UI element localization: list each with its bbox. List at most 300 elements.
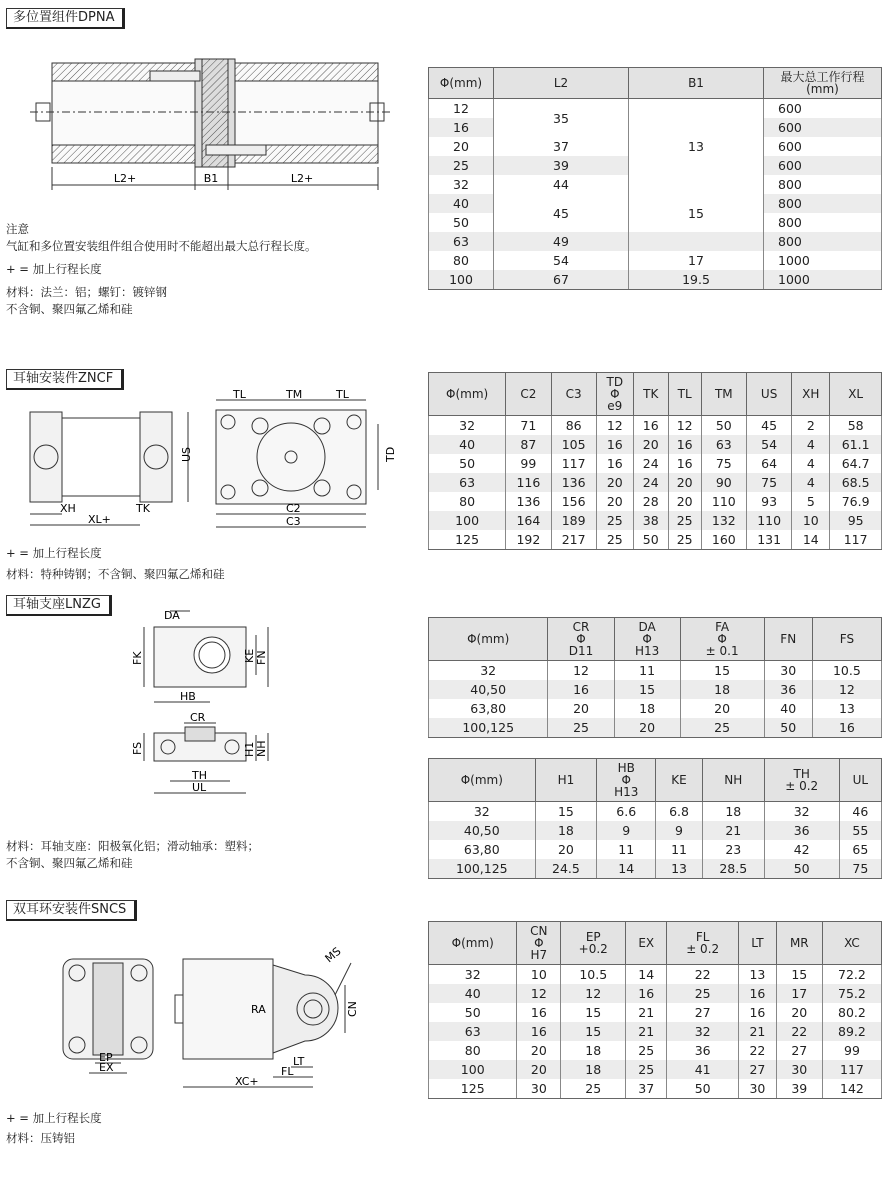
cell: 49 — [494, 232, 629, 251]
table-cell: 16 — [739, 984, 777, 1003]
table-cell: 117 — [822, 1060, 881, 1079]
zncf-drawing — [18, 390, 398, 540]
table-cell: 17 — [776, 984, 822, 1003]
table-cell: 30 — [517, 1079, 561, 1099]
cell — [629, 232, 764, 251]
table-cell: 22 — [739, 1041, 777, 1060]
table-cell: 217 — [551, 530, 596, 550]
table-cell: 12 — [561, 984, 626, 1003]
table-row — [429, 984, 882, 1003]
table-cell: 16 — [626, 984, 667, 1003]
table-cell: 95 — [830, 511, 882, 530]
cell: 17 — [629, 251, 764, 270]
cell: 32 — [429, 175, 494, 194]
dim-ul: UL — [192, 781, 207, 794]
table-cell: 75 — [701, 454, 746, 473]
table-row — [429, 859, 882, 879]
table-cell: 15 — [561, 1022, 626, 1041]
dim-c2: C2 — [286, 502, 301, 515]
table-cell: 27 — [739, 1060, 777, 1079]
cell: 800 — [764, 213, 882, 232]
table-cell: 15 — [776, 965, 822, 985]
cell: 40 — [429, 194, 494, 213]
table-row — [429, 680, 882, 699]
table-cell: 50 — [701, 416, 746, 436]
zncf-notes — [6, 545, 225, 583]
table-header: KE — [656, 759, 703, 802]
dim-cn: CN — [346, 1001, 359, 1017]
table-cell: 10 — [792, 511, 830, 530]
table-cell: 99 — [822, 1041, 881, 1060]
table-cell: 4 — [792, 473, 830, 492]
cell: 67 — [494, 270, 629, 290]
table-cell: 30 — [739, 1079, 777, 1099]
table-cell: 25 — [668, 530, 701, 550]
table-header: EP +0.2 — [561, 922, 626, 965]
cell: 12 — [429, 99, 494, 119]
table-row — [429, 454, 882, 473]
table-cell: 12 — [812, 680, 881, 699]
table-header: FS — [812, 618, 881, 661]
table-row — [429, 473, 882, 492]
table-cell: 24 — [633, 473, 668, 492]
table-cell: 14 — [626, 965, 667, 985]
lnzg-drawing — [130, 605, 280, 805]
table-cell: 90 — [701, 473, 746, 492]
table-cell: 110 — [746, 511, 791, 530]
table-cell: 14 — [792, 530, 830, 550]
table-cell: 32 — [667, 1022, 739, 1041]
table-cell: 11 — [614, 661, 680, 681]
table-cell: 5 — [792, 492, 830, 511]
table-header: TD Φ e9 — [596, 373, 633, 416]
table-header: CR Φ D11 — [548, 618, 614, 661]
table-cell: 64.7 — [830, 454, 882, 473]
table-cell: 4 — [792, 454, 830, 473]
table-cell: 68.5 — [830, 473, 882, 492]
table-cell: 72.2 — [822, 965, 881, 985]
note-line: 注意 — [6, 222, 29, 236]
dpna-table — [428, 67, 882, 290]
table-header: TM — [701, 373, 746, 416]
table-cell: 54 — [746, 435, 791, 454]
table-cell: 58 — [830, 416, 882, 436]
table-cell: 11 — [656, 840, 703, 859]
table-cell: 45 — [746, 416, 791, 436]
dim-th: TH — [192, 769, 207, 782]
table-row — [429, 821, 882, 840]
table-cell: 16 — [739, 1003, 777, 1022]
table-cell: 164 — [506, 511, 551, 530]
note-line: 材料：压铸铝 — [6, 1131, 75, 1145]
table-row — [429, 1060, 882, 1079]
table-cell: 25 — [561, 1079, 626, 1099]
table-cell: 15 — [535, 802, 597, 822]
table-cell: 142 — [822, 1079, 881, 1099]
table-cell: 21 — [739, 1022, 777, 1041]
table-header: TK — [633, 373, 668, 416]
table-cell: 27 — [667, 1003, 739, 1022]
table-cell: 20 — [633, 435, 668, 454]
table-cell: 15 — [680, 661, 764, 681]
lnzg-table-1 — [428, 617, 882, 738]
cell: 100 — [429, 270, 494, 290]
cell: 1000 — [764, 270, 882, 290]
table-cell: 61.1 — [830, 435, 882, 454]
dim-b1: B1 — [203, 172, 219, 185]
table-cell: 80 — [429, 1041, 517, 1060]
dim-xc: XC+ — [235, 1075, 259, 1088]
table-cell: 63,80 — [429, 699, 548, 718]
table-cell: 20 — [680, 699, 764, 718]
table-cell: 32 — [429, 802, 536, 822]
table-header: Φ(mm) — [429, 922, 517, 965]
table-cell: 125 — [429, 1079, 517, 1099]
table-cell: 24.5 — [535, 859, 597, 879]
note-line: + = 加上行程长度 — [6, 262, 102, 276]
table-cell: 32 — [429, 416, 506, 436]
table-header: Φ(mm) — [429, 759, 536, 802]
dim-tl-right: TL — [336, 390, 349, 401]
table-cell: 100 — [429, 1060, 517, 1079]
table-cell: 18 — [535, 821, 597, 840]
sncs-notes — [6, 1110, 102, 1147]
cell: 37 — [494, 137, 629, 156]
table-cell: 39 — [776, 1079, 822, 1099]
cell: 600 — [764, 99, 882, 119]
table-cell: 23 — [702, 840, 764, 859]
table-cell: 32 — [764, 802, 839, 822]
dim-h1: H1 — [243, 741, 256, 757]
table-cell: 12 — [596, 416, 633, 436]
table-cell: 87 — [506, 435, 551, 454]
table-cell: 18 — [702, 802, 764, 822]
section-title-dpna: 多位置组件DPNA — [6, 8, 125, 29]
table-cell: 32 — [429, 661, 548, 681]
table-cell: 21 — [626, 1003, 667, 1022]
dim-ra: RA — [251, 1003, 266, 1016]
th: B1 — [629, 68, 764, 99]
table-row — [429, 435, 882, 454]
table-cell: 156 — [551, 492, 596, 511]
sncs-table — [428, 921, 882, 1099]
table-cell: 20 — [517, 1041, 561, 1060]
dim-ms: MS — [322, 945, 344, 966]
table-cell: 50 — [667, 1079, 739, 1099]
table-row — [429, 661, 882, 681]
table-cell: 20 — [596, 492, 633, 511]
note-line: 材料：法兰：铝；螺钉：镀锌钢 — [6, 285, 167, 299]
table-cell: 27 — [776, 1041, 822, 1060]
table-cell: 160 — [701, 530, 746, 550]
table-header: US — [746, 373, 791, 416]
table-cell: 16 — [517, 1003, 561, 1022]
note-line: 材料：特种铸钢；不含铜、聚四氟乙烯和硅 — [6, 567, 225, 581]
note-line: 气缸和多位置安装组件组合使用时不能超出最大总行程长度。 — [6, 239, 317, 253]
lnzg-table-2 — [428, 758, 882, 879]
table-cell: 20 — [776, 1003, 822, 1022]
dpna-drawing — [30, 55, 390, 200]
dim-xl: XL+ — [88, 513, 111, 526]
table-cell: 13 — [812, 699, 881, 718]
th: Φ(mm) — [429, 68, 494, 99]
table-header: FA Φ ± 0.1 — [680, 618, 764, 661]
note-line: 材料：耳轴支座：阳极氧化铝；滑动轴承：塑料； — [6, 839, 259, 853]
table-row — [429, 1022, 882, 1041]
table-cell: 9 — [656, 821, 703, 840]
table-cell: 38 — [633, 511, 668, 530]
cell: 20 — [429, 137, 494, 156]
table-header: XL — [830, 373, 882, 416]
table-cell: 65 — [839, 840, 881, 859]
cell: 600 — [764, 118, 882, 137]
table-cell: 11 — [597, 840, 656, 859]
table-cell: 20 — [614, 718, 680, 738]
section-title-sncs: 双耳环安装件SNCS — [6, 900, 137, 921]
table-cell: 22 — [667, 965, 739, 985]
table-cell: 132 — [701, 511, 746, 530]
table-cell: 75 — [746, 473, 791, 492]
table-cell: 40 — [429, 435, 506, 454]
table-cell: 18 — [561, 1060, 626, 1079]
section-title-zncf: 耳轴安装件ZNCF — [6, 369, 124, 390]
cell: 50 — [429, 213, 494, 232]
cell: 15 — [629, 194, 764, 232]
table-cell: 15 — [614, 680, 680, 699]
dim-tk: TK — [136, 502, 150, 515]
table-cell: 71 — [506, 416, 551, 436]
cell: 45 — [494, 194, 629, 232]
table-cell: 16 — [517, 1022, 561, 1041]
table-cell: 12 — [517, 984, 561, 1003]
table-header: C2 — [506, 373, 551, 416]
table-cell: 117 — [830, 530, 882, 550]
table-cell: 16 — [596, 454, 633, 473]
table-cell: 63,80 — [429, 840, 536, 859]
table-cell: 189 — [551, 511, 596, 530]
table-cell: 28.5 — [702, 859, 764, 879]
table-header: XC — [822, 922, 881, 965]
table-cell: 40,50 — [429, 821, 536, 840]
dim-l2-right: L2+ — [290, 172, 314, 185]
table-cell: 46 — [839, 802, 881, 822]
table-cell: 136 — [551, 473, 596, 492]
dim-lt: LT — [293, 1055, 305, 1068]
cell: 63 — [429, 232, 494, 251]
table-row — [429, 1003, 882, 1022]
table-cell: 25 — [680, 718, 764, 738]
table-cell: 50 — [429, 1003, 517, 1022]
table-cell: 15 — [561, 1003, 626, 1022]
dim-xh: XH — [60, 502, 76, 515]
table-cell: 80 — [429, 492, 506, 511]
table-header: EX — [626, 922, 667, 965]
table-header: LT — [739, 922, 777, 965]
table-row — [429, 511, 882, 530]
table-cell: 12 — [668, 416, 701, 436]
table-cell: 25 — [596, 530, 633, 550]
table-header: H1 — [535, 759, 597, 802]
dim-da: DA — [164, 609, 180, 622]
table-cell: 75 — [839, 859, 881, 879]
note-line: 不含铜、聚四氟乙烯和硅 — [6, 302, 133, 316]
dim-fl: FL — [281, 1065, 294, 1078]
cell: 600 — [764, 156, 882, 175]
cell: 44 — [494, 175, 629, 194]
table-cell: 41 — [667, 1060, 739, 1079]
th: 最大总工作行程(mm) — [764, 68, 882, 99]
table-cell: 117 — [551, 454, 596, 473]
dim-td: TD — [384, 446, 397, 462]
table-cell: 18 — [561, 1041, 626, 1060]
table-header: UL — [839, 759, 881, 802]
dim-c3: C3 — [286, 515, 301, 528]
table-cell: 50 — [764, 718, 812, 738]
table-cell: 6.8 — [656, 802, 703, 822]
table-cell: 28 — [633, 492, 668, 511]
table-cell: 20 — [596, 473, 633, 492]
table-cell: 10 — [517, 965, 561, 985]
table-row — [429, 840, 882, 859]
cell: 25 — [429, 156, 494, 175]
dim-fk: FK — [131, 651, 144, 665]
table-header: MR — [776, 922, 822, 965]
table-cell: 86 — [551, 416, 596, 436]
table-cell: 10.5 — [561, 965, 626, 985]
table-cell: 16 — [548, 680, 614, 699]
table-cell: 105 — [551, 435, 596, 454]
table-cell: 100,125 — [429, 718, 548, 738]
cell: 39 — [494, 156, 629, 175]
dim-us: US — [180, 446, 193, 462]
table-cell: 4 — [792, 435, 830, 454]
note-line: + = 加上行程长度 — [6, 1111, 102, 1125]
zncf-table — [428, 372, 882, 550]
table-header: FL ± 0.2 — [667, 922, 739, 965]
cell: 19.5 — [629, 270, 764, 290]
table-cell: 13 — [656, 859, 703, 879]
table-cell: 25 — [596, 511, 633, 530]
table-row — [429, 530, 882, 550]
table-cell: 16 — [668, 454, 701, 473]
table-cell: 36 — [764, 821, 839, 840]
table-cell: 16 — [812, 718, 881, 738]
dpna-notes — [6, 221, 317, 318]
table-cell: 12 — [548, 661, 614, 681]
dim-tl-left: TL — [233, 390, 246, 401]
table-cell: 22 — [776, 1022, 822, 1041]
cell: 800 — [764, 194, 882, 213]
table-cell: 116 — [506, 473, 551, 492]
table-cell: 16 — [633, 416, 668, 436]
table-cell: 50 — [429, 454, 506, 473]
table-cell: 14 — [597, 859, 656, 879]
table-cell: 32 — [429, 965, 517, 985]
table-cell: 13 — [739, 965, 777, 985]
table-cell: 89.2 — [822, 1022, 881, 1041]
table-header: CN Φ H7 — [517, 922, 561, 965]
table-cell: 76.9 — [830, 492, 882, 511]
table-cell: 30 — [764, 661, 812, 681]
table-cell: 20 — [517, 1060, 561, 1079]
table-cell: 50 — [764, 859, 839, 879]
note-line: 不含铜、聚四氟乙烯和硅 — [6, 856, 133, 870]
table-cell: 25 — [667, 984, 739, 1003]
table-cell: 80.2 — [822, 1003, 881, 1022]
table-cell: 100,125 — [429, 859, 536, 879]
th: L2 — [494, 68, 629, 99]
lnzg-notes — [6, 838, 259, 872]
table-row — [429, 802, 882, 822]
table-cell: 21 — [626, 1022, 667, 1041]
dim-hb: HB — [180, 690, 196, 703]
dim-cr: CR — [190, 711, 206, 724]
table-cell: 55 — [839, 821, 881, 840]
dim-fn: FN — [255, 650, 268, 665]
table-cell: 100 — [429, 511, 506, 530]
table-cell: 37 — [626, 1079, 667, 1099]
cell: 16 — [429, 118, 494, 137]
dim-ep: EP — [99, 1051, 113, 1064]
table-row — [429, 718, 882, 738]
table-cell: 40 — [764, 699, 812, 718]
cell: 13 — [629, 99, 764, 195]
table-cell: 9 — [597, 821, 656, 840]
section-title-lnzg: 耳轴支座LNZG — [6, 595, 112, 616]
table-row — [429, 699, 882, 718]
table-cell: 40,50 — [429, 680, 548, 699]
table-cell: 42 — [764, 840, 839, 859]
cell: 54 — [494, 251, 629, 270]
table-cell: 63 — [701, 435, 746, 454]
dim-fs: FS — [131, 741, 144, 755]
cell: 800 — [764, 175, 882, 194]
table-cell: 21 — [702, 821, 764, 840]
table-cell: 25 — [626, 1060, 667, 1079]
table-cell: 99 — [506, 454, 551, 473]
table-header: C3 — [551, 373, 596, 416]
table-cell: 20 — [668, 473, 701, 492]
dim-l2-left: L2+ — [113, 172, 137, 185]
table-cell: 16 — [668, 435, 701, 454]
table-header: XH — [792, 373, 830, 416]
table-cell: 2 — [792, 416, 830, 436]
table-cell: 18 — [614, 699, 680, 718]
dim-ex: EX — [99, 1061, 114, 1074]
table-cell: 16 — [596, 435, 633, 454]
table-cell: 18 — [680, 680, 764, 699]
dim-tm: TM — [286, 390, 303, 401]
cell: 35 — [494, 99, 629, 138]
sncs-drawing — [55, 945, 375, 1095]
table-header: NH — [702, 759, 764, 802]
table-row — [429, 965, 882, 985]
cell: 600 — [764, 137, 882, 156]
table-header: DA Φ H13 — [614, 618, 680, 661]
table-row — [429, 416, 882, 436]
table-cell: 93 — [746, 492, 791, 511]
table-cell: 131 — [746, 530, 791, 550]
table-cell: 63 — [429, 473, 506, 492]
table-header: Φ(mm) — [429, 618, 548, 661]
cell: 1000 — [764, 251, 882, 270]
table-header: Φ(mm) — [429, 373, 506, 416]
table-header: FN — [764, 618, 812, 661]
cell: 800 — [764, 232, 882, 251]
table-row — [429, 492, 882, 511]
note-line: + = 加上行程长度 — [6, 546, 102, 560]
table-cell: 136 — [506, 492, 551, 511]
